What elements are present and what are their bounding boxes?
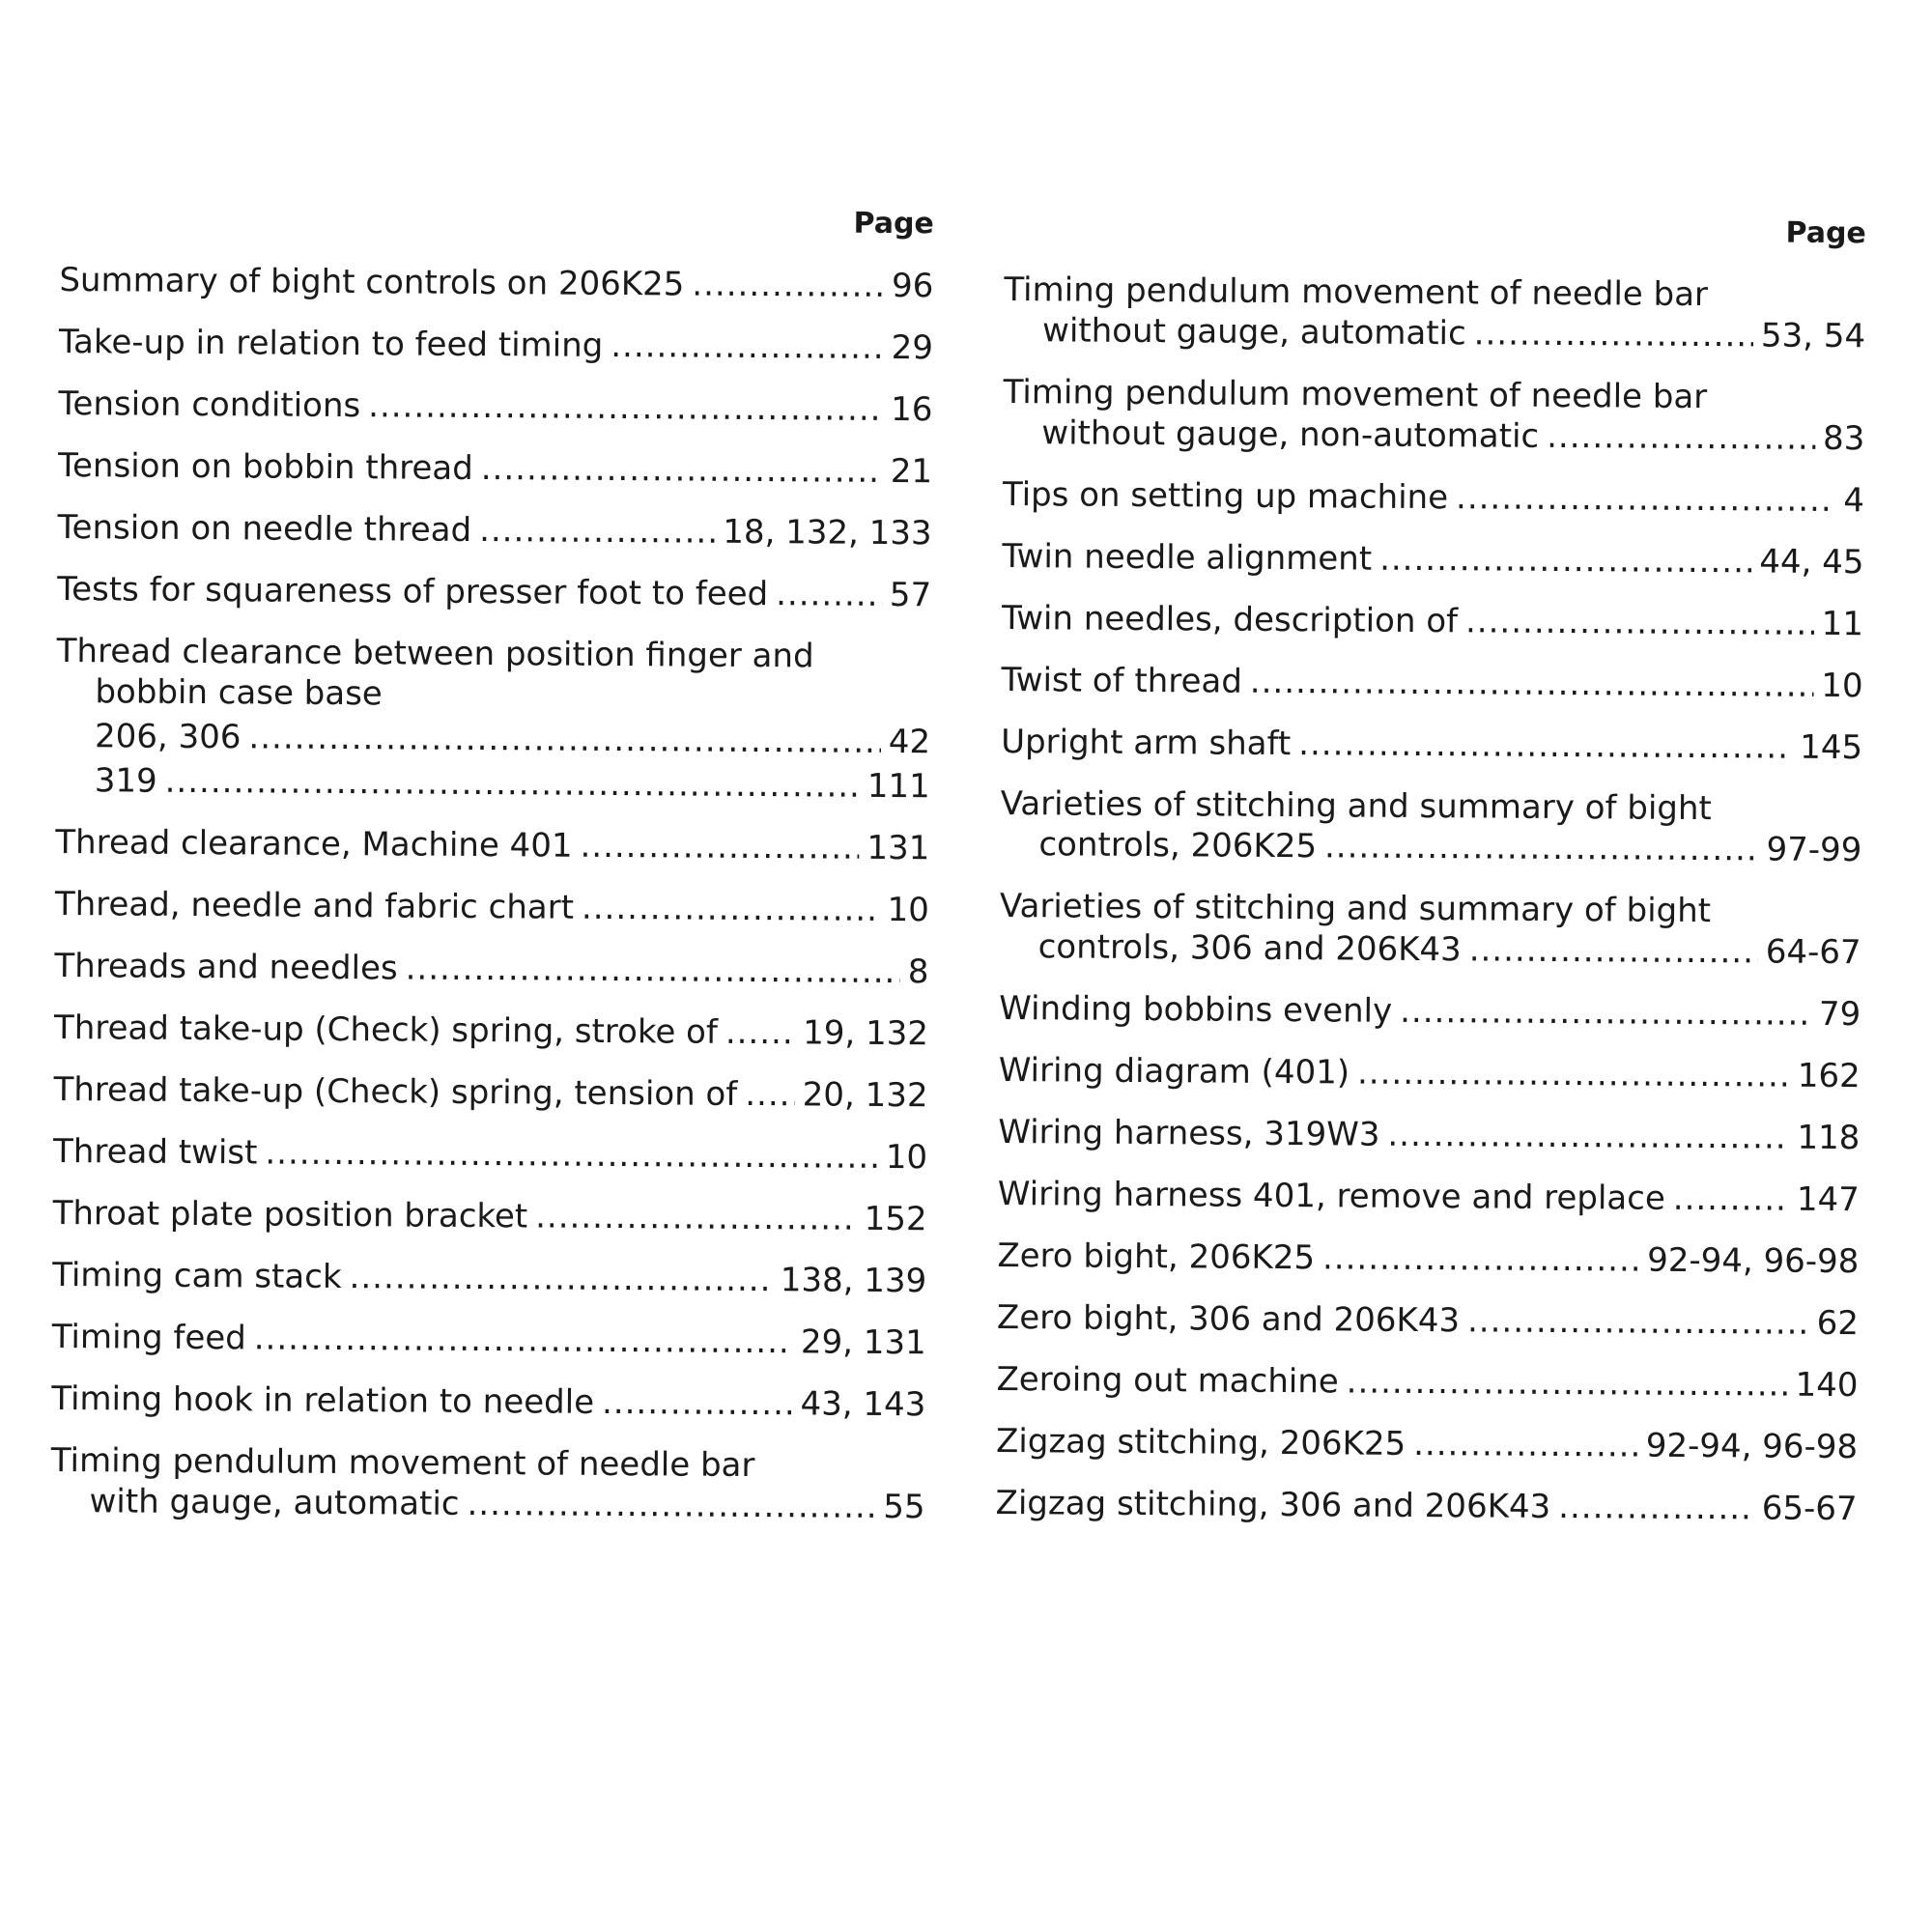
index-entry bbox=[50, 1440, 925, 1527]
page-number: 79 bbox=[1818, 994, 1861, 1035]
index-line bbox=[54, 1008, 928, 1054]
index-line bbox=[53, 1131, 927, 1178]
dot-leader bbox=[479, 510, 715, 553]
entry-label: Wiring harness 401, remove and replace bbox=[997, 1174, 1665, 1218]
dot-leader bbox=[481, 448, 883, 492]
index-entries bbox=[995, 270, 1865, 1529]
entry-label: Twin needles, description of bbox=[1001, 598, 1459, 641]
entry-label: Zero bight, 206K25 bbox=[997, 1236, 1316, 1278]
page-number: 140 bbox=[1795, 1365, 1859, 1406]
index-line bbox=[1001, 660, 1862, 706]
page-number: 29 bbox=[891, 328, 934, 368]
page-number: 64-67 bbox=[1765, 932, 1861, 973]
index-line bbox=[1002, 536, 1863, 582]
index-entry bbox=[1002, 536, 1863, 582]
entry-label: Wiring diagram (401) bbox=[998, 1050, 1350, 1093]
dot-leader bbox=[1456, 477, 1835, 521]
page-number: 57 bbox=[889, 576, 932, 615]
dot-leader bbox=[1322, 1237, 1639, 1280]
index-line bbox=[50, 1481, 924, 1527]
page-number: 21 bbox=[890, 452, 933, 492]
dot-leader bbox=[1250, 662, 1814, 706]
index-entry bbox=[57, 569, 931, 615]
index-column-right bbox=[995, 208, 1865, 1529]
index-line bbox=[999, 1050, 1861, 1096]
index-entry bbox=[56, 631, 931, 807]
entry-heading: Varieties of stitching and summary of bight bbox=[1000, 783, 1712, 829]
entry-label: Zigzag stitching, 206K25 bbox=[995, 1421, 1406, 1463]
entry-label: Timing feed bbox=[51, 1317, 246, 1358]
index-entry bbox=[53, 1131, 927, 1178]
page-number: 55 bbox=[883, 1487, 925, 1527]
index-entries bbox=[50, 260, 933, 1527]
entry-label: Tips on setting up machine bbox=[1002, 474, 1449, 518]
entry-label: without gauge, non-automatic bbox=[1041, 413, 1540, 456]
dot-leader bbox=[1469, 929, 1758, 972]
entry-label: Thread twist bbox=[52, 1131, 258, 1173]
entry-label: Zigzag stitching, 306 and 206K43 bbox=[995, 1483, 1551, 1526]
page-number: 92-94, 96-98 bbox=[1645, 1426, 1859, 1467]
dot-leader bbox=[1324, 826, 1759, 869]
index-entry bbox=[997, 1297, 1859, 1344]
index-line bbox=[55, 884, 929, 930]
dot-leader bbox=[467, 1484, 875, 1527]
dot-leader bbox=[535, 1196, 857, 1238]
entry-label: without gauge, automatic bbox=[1041, 311, 1466, 354]
dot-leader bbox=[1298, 724, 1792, 768]
page-number: 62 bbox=[1816, 1303, 1860, 1344]
index-entry bbox=[52, 1255, 926, 1301]
index-entry bbox=[58, 384, 932, 430]
entry-label: Twist of thread bbox=[1001, 660, 1243, 701]
index-column-left bbox=[50, 198, 934, 1527]
page-number: 10 bbox=[887, 890, 930, 930]
dot-leader bbox=[1379, 539, 1751, 582]
index-entry bbox=[999, 1050, 1861, 1096]
entry-label: Throat plate position bracket bbox=[52, 1193, 528, 1236]
entry-label: 319 bbox=[94, 761, 157, 801]
page-number: 8 bbox=[907, 952, 929, 992]
entry-heading: Varieties of stitching and summary of bight bbox=[999, 886, 1712, 931]
page-column-header: Page bbox=[853, 206, 934, 242]
index-line bbox=[59, 260, 933, 306]
entry-label: Twin needle alignment bbox=[1002, 536, 1373, 579]
dot-leader bbox=[165, 761, 860, 807]
dot-leader bbox=[692, 265, 884, 306]
entry-label: 206, 306 bbox=[94, 717, 242, 757]
index-entry bbox=[996, 1359, 1858, 1406]
index-entry bbox=[59, 260, 933, 306]
index-line bbox=[1000, 824, 1861, 870]
dot-leader bbox=[745, 1074, 795, 1115]
page-number: 118 bbox=[1797, 1118, 1861, 1158]
index-entry bbox=[1004, 270, 1866, 356]
index-line bbox=[997, 1297, 1859, 1344]
page-number: 18, 132, 133 bbox=[723, 512, 932, 554]
dot-leader bbox=[349, 1257, 772, 1300]
index-line bbox=[51, 1378, 925, 1425]
index-entry bbox=[59, 322, 933, 368]
dot-leader bbox=[776, 574, 882, 615]
page-number: 162 bbox=[1797, 1056, 1861, 1096]
entry-label: Take-up in relation to feed timing bbox=[58, 322, 604, 365]
index-entry bbox=[54, 1008, 928, 1054]
index-entry bbox=[1001, 722, 1862, 768]
dot-leader bbox=[1413, 1424, 1638, 1466]
dot-leader bbox=[248, 717, 881, 762]
page-column-header: Page bbox=[1785, 215, 1866, 251]
dot-leader bbox=[265, 1133, 878, 1178]
index-line bbox=[59, 322, 933, 368]
index-entry bbox=[54, 946, 928, 992]
entry-label: Wiring harness, 319W3 bbox=[998, 1112, 1380, 1154]
index-line bbox=[53, 1069, 927, 1116]
index-line bbox=[1001, 722, 1862, 768]
entry-label: Tests for squareness of presser foot to feed bbox=[57, 569, 769, 614]
index-entry bbox=[999, 988, 1861, 1035]
page-number: 42 bbox=[888, 723, 931, 762]
entry-label: Zeroing out machine bbox=[996, 1359, 1339, 1402]
page-number: 43, 143 bbox=[800, 1384, 926, 1425]
index-entry bbox=[53, 1069, 927, 1116]
dot-leader bbox=[254, 1318, 793, 1362]
page-number: 20, 132 bbox=[802, 1075, 928, 1116]
page-number: 11 bbox=[1821, 604, 1864, 644]
entry-heading: Timing pendulum movement of needle bar bbox=[50, 1440, 755, 1486]
index-line bbox=[54, 946, 928, 992]
entry-label: Thread clearance, Machine 401 bbox=[55, 822, 573, 866]
index-entry bbox=[1001, 660, 1862, 706]
page-number: 147 bbox=[1796, 1179, 1860, 1220]
dot-leader bbox=[1387, 1115, 1789, 1158]
entry-heading: Timing pendulum movement of needle bar bbox=[1003, 372, 1708, 417]
page-number: 10 bbox=[885, 1137, 928, 1178]
index-line bbox=[1004, 310, 1865, 356]
dot-leader bbox=[1474, 313, 1753, 355]
page-number: 10 bbox=[1821, 666, 1863, 706]
entry-label: Tension on needle thread bbox=[57, 507, 472, 550]
index-line bbox=[998, 1112, 1860, 1158]
entry-label: controls, 206K25 bbox=[1038, 825, 1318, 867]
index-line bbox=[57, 507, 931, 554]
index-entry bbox=[55, 884, 929, 930]
index-entry bbox=[1002, 598, 1863, 644]
dot-leader bbox=[406, 949, 900, 993]
page-number: 138, 139 bbox=[780, 1261, 927, 1301]
dot-leader bbox=[1400, 991, 1811, 1035]
index-entry bbox=[998, 1112, 1860, 1158]
index-entry bbox=[996, 1421, 1858, 1467]
dot-leader bbox=[582, 888, 880, 930]
entry-label: Summary of bight controls on 206K25 bbox=[59, 260, 685, 304]
entry-label: Upright arm shaft bbox=[1000, 722, 1292, 764]
entry-label: Timing cam stack bbox=[52, 1255, 342, 1297]
index-line bbox=[58, 445, 932, 492]
page-number: 92-94, 96-98 bbox=[1647, 1240, 1860, 1282]
index-line bbox=[55, 822, 929, 868]
index-line bbox=[52, 1255, 926, 1301]
index-line bbox=[995, 1483, 1857, 1529]
index-line bbox=[57, 569, 931, 615]
dot-leader bbox=[1467, 1300, 1809, 1343]
index-entry bbox=[55, 822, 929, 868]
index-entry bbox=[998, 1174, 1860, 1220]
index-line bbox=[998, 1174, 1860, 1220]
page-number: 83 bbox=[1822, 418, 1865, 459]
index-line bbox=[1003, 474, 1864, 521]
dot-leader bbox=[1558, 1487, 1754, 1528]
entry-label: Timing hook in relation to needle bbox=[51, 1378, 595, 1422]
index-line bbox=[997, 1236, 1859, 1282]
entry-continuation: bobbin case base bbox=[95, 672, 383, 714]
entry-label: Winding bobbins evenly bbox=[999, 988, 1393, 1031]
page-number: 145 bbox=[1800, 727, 1863, 768]
page-number: 96 bbox=[891, 267, 934, 306]
dot-leader bbox=[580, 826, 859, 868]
dot-leader bbox=[1347, 1361, 1788, 1405]
index-entry bbox=[51, 1378, 925, 1425]
entry-label: controls, 306 and 206K43 bbox=[1037, 927, 1462, 970]
index-line bbox=[996, 1421, 1858, 1467]
entry-heading: Timing pendulum movement of needle bar bbox=[1004, 270, 1709, 315]
index-line bbox=[56, 716, 930, 762]
entry-label: Thread, needle and fabric chart bbox=[54, 884, 575, 927]
page-number: 152 bbox=[864, 1199, 927, 1239]
index-line bbox=[1000, 926, 1861, 973]
page-number: 111 bbox=[867, 766, 930, 807]
index-line bbox=[56, 760, 930, 807]
dot-leader bbox=[1673, 1179, 1789, 1220]
index-line bbox=[999, 988, 1861, 1035]
page-number: 16 bbox=[891, 390, 933, 430]
index-entry bbox=[52, 1317, 926, 1363]
index-line bbox=[53, 1193, 927, 1239]
entry-label: Thread take-up (Check) spring, stroke of bbox=[53, 1008, 719, 1052]
index-entry bbox=[53, 1193, 927, 1239]
index-entry bbox=[1003, 474, 1864, 521]
index-line bbox=[52, 1317, 926, 1363]
index-line bbox=[58, 384, 932, 430]
page-number: 19, 132 bbox=[803, 1013, 929, 1054]
index-entry bbox=[57, 507, 931, 554]
dot-leader bbox=[1547, 416, 1815, 459]
page-number: 44, 45 bbox=[1759, 542, 1864, 582]
entry-label: with gauge, automatic bbox=[89, 1482, 460, 1523]
index-entry bbox=[1003, 372, 1865, 459]
page-number: 4 bbox=[1843, 481, 1865, 521]
page-number: 65-67 bbox=[1761, 1489, 1858, 1529]
dot-leader bbox=[611, 326, 884, 368]
dot-leader bbox=[725, 1012, 796, 1054]
dot-leader bbox=[1357, 1053, 1790, 1096]
entry-label: Tension conditions bbox=[58, 384, 361, 426]
index-line bbox=[1003, 412, 1864, 459]
page-number: 97-99 bbox=[1766, 830, 1862, 870]
index-line bbox=[996, 1359, 1858, 1406]
index-entry bbox=[995, 1483, 1857, 1529]
dot-leader bbox=[368, 385, 883, 430]
dot-leader bbox=[1465, 601, 1814, 644]
entry-label: Threads and needles bbox=[54, 946, 398, 988]
index-entry bbox=[1000, 783, 1862, 870]
page-number: 29, 131 bbox=[800, 1322, 926, 1363]
index-line bbox=[1002, 598, 1863, 644]
index-entry bbox=[58, 445, 932, 492]
index-entry bbox=[997, 1236, 1859, 1282]
entry-label: Zero bight, 306 and 206K43 bbox=[996, 1297, 1461, 1341]
entry-label: Tension on bobbin thread bbox=[57, 445, 473, 488]
dot-leader bbox=[602, 1382, 793, 1424]
page-number: 131 bbox=[867, 828, 930, 868]
entry-heading: Thread clearance between position finger and bbox=[56, 631, 814, 676]
page-number: 53, 54 bbox=[1760, 316, 1866, 356]
index-entry bbox=[1000, 886, 1862, 973]
entry-label: Thread take-up (Check) spring, tension of bbox=[53, 1069, 738, 1114]
